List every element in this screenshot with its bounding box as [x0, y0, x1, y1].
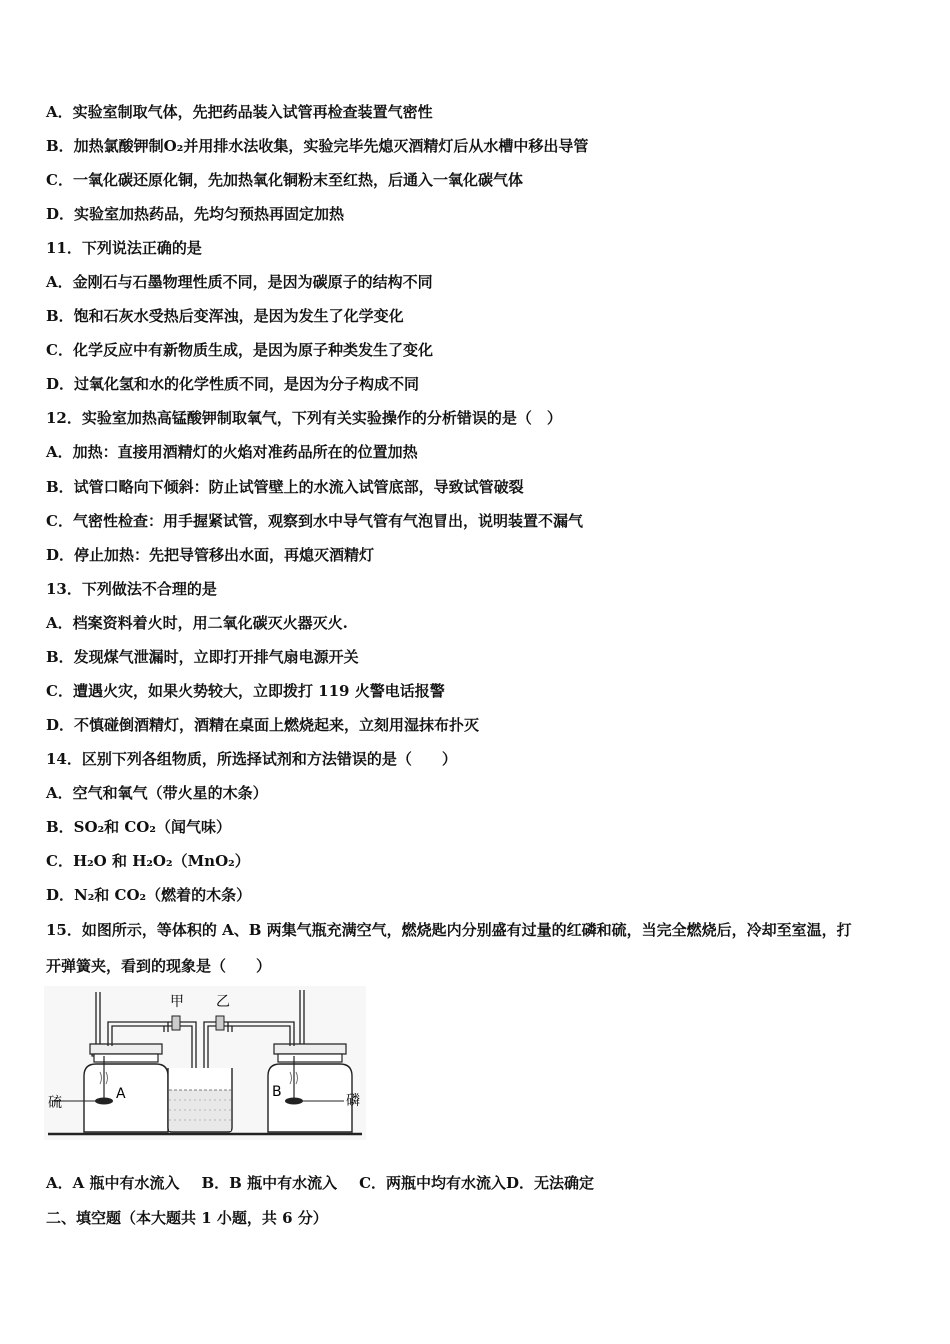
q10-option-d: D．实验室加热药品，先均匀预热再固定加热	[46, 205, 345, 223]
q11-option-b: B．饱和石灰水受热后变浑浊，是因为发生了化学变化	[46, 307, 404, 325]
q14-option-a: A．空气和氧气（带火星的木条）	[46, 784, 268, 802]
q10-option-a: A．实验室制取气体，先把药品装入试管再检查装置气密性	[46, 103, 433, 121]
q11-option-d: D．过氧化氢和水的化学性质不同，是因为分子构成不同	[46, 375, 420, 393]
q11-option-a: A．金刚石与石墨物理性质不同，是因为碳原子的结构不同	[46, 273, 433, 291]
beaker	[168, 1068, 232, 1132]
q15-option-b: B．B 瓶中有水流入	[201, 1174, 338, 1192]
bottle-b-label: B	[272, 1084, 282, 1100]
clamp-right-label: 乙	[216, 994, 230, 1010]
sulfur-label: 硫	[48, 1095, 62, 1111]
phosphorus-label: 磷	[346, 1093, 360, 1109]
q14-option-d: D．N₂和 CO₂（燃着的木条）	[46, 886, 252, 904]
q10-option-c: C．一氧化碳还原化铜，先加热氧化铜粉末至红热，后通入一氧化碳气体	[46, 171, 523, 189]
q15-stem-line2: 开弹簧夹，看到的现象是（ ）	[46, 957, 272, 975]
q15-stem-line1: 15．如图所示，等体积的 A、B 两集气瓶充满空气，燃烧匙内分别盛有过量的红磷和硫，当完全燃烧后，冷却至室温，打	[46, 921, 852, 939]
q14-option-b: B．SO₂和 CO₂（闻气味）	[46, 818, 231, 836]
q15-options	[46, 1173, 594, 1193]
q13-stem: 13．下列做法不合理的是	[46, 580, 217, 598]
q11-option-c: C．化学反应中有新物质生成，是因为原子种类发生了变化	[46, 341, 433, 359]
q15-option-c: C．两瓶中均有水流入	[359, 1174, 507, 1192]
q13-option-b: B．发现煤气泄漏时，立即打开排气扇电源开关	[46, 648, 359, 666]
q12-option-b: B．试管口略向下倾斜：防止试管壁上的水流入试管底部，导致试管破裂	[46, 478, 524, 496]
q13-option-d: D．不慎碰倒酒精灯，酒精在桌面上燃烧起来，立刻用湿抹布扑灭	[46, 716, 480, 734]
q12-option-a: A．加热：直接用酒精灯的火焰对准药品所在的位置加热	[46, 443, 418, 461]
q10-option-b: B．加热氯酸钾制O₂并用排水法收集，实验完毕先熄灭酒精灯后从水槽中移出导管	[46, 137, 589, 155]
q12-stem: 12．实验室加热高锰酸钾制取氧气，下列有关实验操作的分析错误的是（ ）	[46, 409, 562, 427]
q14-stem: 14．区别下列各组物质，所选择试剂和方法错误的是（ ）	[46, 750, 457, 768]
apparatus-figure	[44, 986, 366, 1140]
q11-stem: 11．下列说法正确的是	[46, 239, 202, 257]
q13-option-a: A．档案资料着火时，用二氧化碳灭火器灭火.	[46, 614, 348, 632]
clamp-left	[172, 1016, 180, 1030]
q15-option-a: A．A 瓶中有水流入	[46, 1174, 180, 1192]
q13-option-c: C．遭遇火灾，如果火势较大，立即拨打 119 火警电话报警	[46, 682, 445, 700]
bottle-a-label: A	[116, 1086, 126, 1102]
q12-option-d: D．停止加热：先把导管移出水面，再熄灭酒精灯	[46, 546, 375, 564]
q14-option-c: C．H₂O 和 H₂O₂（MnO₂）	[46, 852, 250, 870]
q15-option-d: D．无法确定	[506, 1174, 595, 1192]
clamp-left-label: 甲	[170, 994, 184, 1010]
section-2-heading: 二、填空题（本大题共 1 小题，共 6 分）	[46, 1209, 328, 1227]
clamp-right	[216, 1016, 224, 1030]
apparatus-diagram	[44, 986, 366, 1140]
q12-option-c: C．气密性检查：用手握紧试管，观察到水中导气管有气泡冒出，说明装置不漏气	[46, 512, 583, 530]
